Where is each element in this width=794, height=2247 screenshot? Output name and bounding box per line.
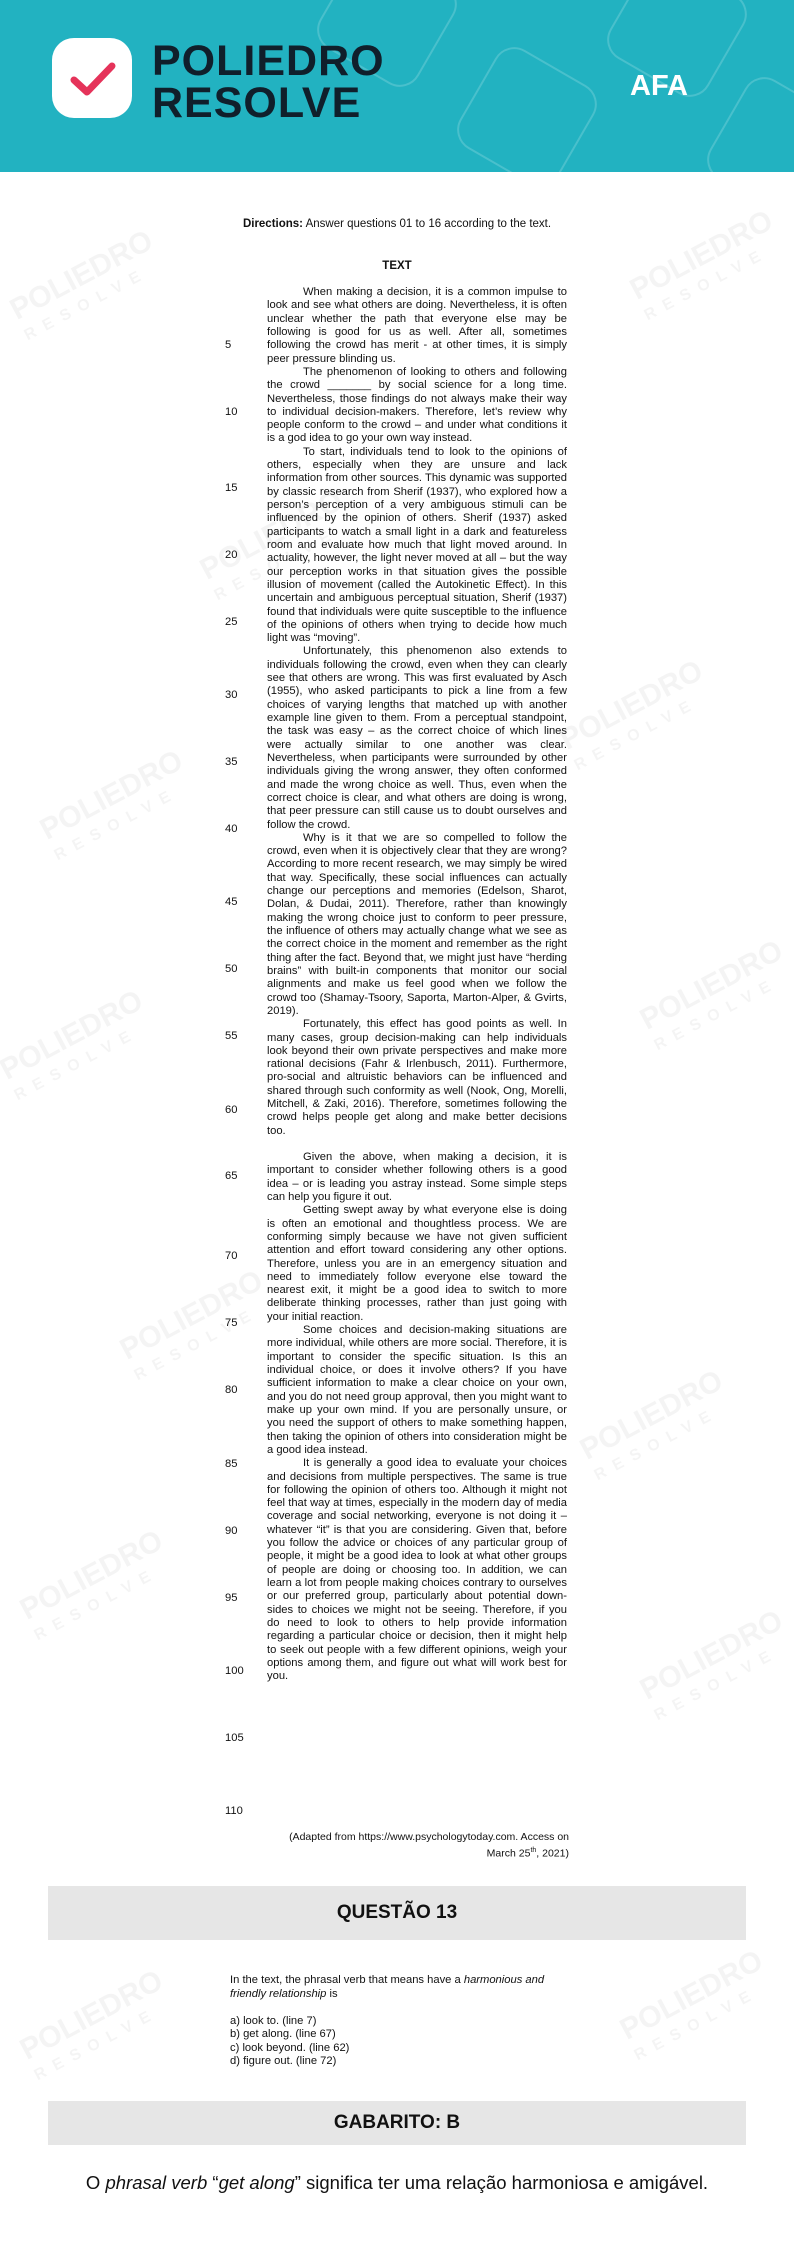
explanation-text: ” significa ter uma relação harmoniosa e amigável. (294, 2172, 709, 2193)
passage-paragraph: Fortunately, this effect has good points as well. In many cases, group decision-making can help individuals look beyond their own private perspectives and make more rational decisions (Fahr & Irlenbusch, 2011). Furthermore, pro-social and altruistic behaviors can be influenced and shared through such conformity as well (Nook, Ong, Morelli, Mitchell, & Zaki, 2016). Therefore, sometimes following the crowd helps people get along and make better decisions too. (267, 1018, 567, 1137)
passage-paragraph: To start, individuals tend to look to the opinions of others, especially when they are unsure and lack information from other sources. This dynamic was supported by classic research from Sherif (1937), who explored how a person’s perception of a very ambiguous stimuli can be influenced by the opinion of others. Sherif (1937) asked participants to watch a small light in a dark and featureless room and evaluate how much that light moved around. In actuality, however, the light never moved at all – but the way our perception works in that situation gives the possible illusion of movement (called the Autokinetic Effect). In this uncertain and ambiguous perceptual situation, Sherif (1937) found that individuals were quite susceptible to the influence of the opinions of others when trying to decide how much light was “moving”. (267, 445, 567, 645)
directions (0, 218, 794, 230)
option-text: get along. (line 67) (243, 2028, 336, 2041)
line-number: 95 (225, 1592, 238, 1604)
watermark-logo (0, 986, 161, 1109)
brand-line-2: RESOLVE (152, 79, 362, 127)
question-title-bar: QUESTÃO 13 (48, 1886, 746, 1940)
line-number: 15 (225, 482, 238, 494)
watermark-logo (636, 936, 794, 1059)
passage-paragraph: Given the above, when making a decision, it is important to consider whether following others is a good idea – or is leading you astray instead. Some simple steps can help you figure it out. (267, 1151, 567, 1203)
watermark-logo (36, 746, 201, 869)
line-number: 85 (225, 1458, 238, 1470)
line-number: 25 (225, 616, 238, 628)
option-letter: a) (230, 2015, 240, 2027)
watermark-logo (6, 226, 171, 349)
watermark-logo (16, 1526, 181, 1649)
option-text: look beyond. (line 62) (242, 2041, 350, 2054)
answer-options (230, 2015, 349, 2069)
line-number: 65 (225, 1170, 238, 1182)
explanation-text: “ (207, 2172, 219, 2193)
option-b (230, 2028, 349, 2041)
passage-paragraph: Unfortunately, this phenomenon also extends to individuals following the crowd, even when they can clearly see that others are wrong. This was first evaluated by Asch (1955), who asked participants to pick a line from a few choices of varying lengths that matched up with another example line given to them. From a perceptual standpoint, the task was easy – as the correct choice of which lines were actually similar to one another was clear. Nevertheless, when participants were surrounded by other individuals giving the wrong answer, they often conformed and made the wrong choice as well. Thus, even when the correct choice is clear, and what others are doing is wrong, that peer pressure can still cause us to doubt ourselves and follow the crowd. (267, 645, 567, 831)
line-number: 50 (225, 963, 238, 975)
explanation-italic: phrasal verb (105, 2172, 208, 2193)
line-number: 80 (225, 1384, 238, 1396)
line-number: 40 (225, 823, 238, 835)
line-number: 55 (225, 1030, 238, 1042)
option-a (230, 2015, 349, 2028)
option-text: figure out. (line 72) (243, 2055, 337, 2068)
watermark-logo (16, 1966, 181, 2089)
option-text: look to. (line 7) (243, 2015, 317, 2027)
option-d (230, 2055, 349, 2068)
line-number: 100 (225, 1665, 244, 1677)
header-banner (0, 0, 794, 172)
text-title: TEXT (382, 260, 412, 272)
source-year: , 2021) (536, 1847, 569, 1860)
source-line-2 (267, 1844, 569, 1861)
option-letter: d) (230, 2055, 240, 2068)
passage-paragraph: When making a decision, it is a common impulse to look and see what others are doing. Nevertheless, it is often unclear whether the path that everyone else may be following is good for us as well. After all, sometimes following the crowd has merit - at other times, it is simply peer pressure blinding us. (267, 286, 567, 365)
checkmark-hexagon-icon (52, 38, 132, 118)
line-number: 90 (225, 1525, 238, 1537)
line-number: 70 (225, 1250, 238, 1262)
line-number: 60 (225, 1104, 238, 1116)
line-number: 75 (225, 1317, 238, 1329)
question-prompt (230, 1973, 570, 2001)
option-c (230, 2042, 349, 2055)
reading-passage (267, 286, 567, 1684)
explanation-italic: get along (218, 2172, 295, 2193)
line-number: 105 (225, 1732, 244, 1744)
prompt-text: In the text, the phrasal verb that means have a (230, 1974, 464, 1986)
line-number: 20 (225, 549, 238, 561)
directions-label: Directions: (242, 218, 304, 230)
decorative-hexagon (699, 69, 794, 172)
line-number: 45 (225, 896, 238, 908)
source-date-suffix: th (530, 1847, 537, 1854)
line-number: 5 (225, 339, 232, 351)
option-letter: c) (230, 2041, 240, 2054)
option-letter: b) (230, 2028, 240, 2041)
watermark-logo (636, 1606, 794, 1729)
explanation-text: O (85, 2172, 106, 2193)
brand-line-1: POLIEDRO (152, 37, 385, 85)
line-number: 10 (225, 406, 238, 418)
passage-paragraph: Getting swept away by what everyone else is doing is often an emotional and thoughtless process. We are conforming simply because we have not given sufficient attention and effort toward considering any other options. Therefore, unless you are in an emergency situation and need to immediately follow everyone else toward the nearest exit, it might be a good idea to switch to more deliberate thinking processes, rather than just going with your initial reaction. (267, 1204, 567, 1323)
source-citation (267, 1831, 569, 1861)
brand-logo-text (152, 37, 385, 127)
passage-paragraph: The phenomenon of looking to others and following the crowd _______ by social science for a long time. Nevertheless, those findings do not always make their way to individual decision-makers. Therefore, let’s review why people conform to the crowd – and under what conditions it is a god idea to go your own way instead. (267, 365, 567, 445)
line-number: 30 (225, 689, 238, 701)
prompt-italic-text: harmonious and friendly relationship (230, 1974, 545, 2000)
source-line-1: (Adapted from https://www.psychologytoday.com. Access on (289, 1831, 569, 1843)
directions-text: Answer questions 01 to 16 according to the text. (303, 218, 552, 230)
source-date: March 25 (486, 1847, 531, 1860)
line-number: 110 (225, 1805, 243, 1817)
answer-explanation (0, 2172, 794, 2194)
passage-paragraph: It is generally a good idea to evaluate your choices and decisions from multiple perspectives. The same is true for following the opinion of others too. Although it might not feel that way at times, especially in the modern day of media coverage and social networking, everyone is not doing it – whatever “it” is that you are considering. Given that, before you follow the advice or choices of any particular group of people, it might be a good idea to look at what other groups of people are doing or choosing too. In addition, we can learn a lot from people making choices contrary to ourselves or our preferred group, particularly about potential down-sides to choices we might not be seeing. Therefore, if you do need to look to others to help provide information regarding a particular choice or decision, then it might help to seek out people with a few different opinions, weigh your options among them, and figure out what will work best for you. (267, 1457, 567, 1683)
line-number: 35 (225, 756, 238, 768)
prompt-text-end: is (326, 1988, 338, 2000)
decorative-hexagon (449, 39, 605, 172)
watermark-logo (116, 1266, 281, 1389)
watermark-logo (576, 1366, 741, 1489)
watermark-logo (616, 1946, 781, 2069)
exam-label: AFA (630, 70, 688, 102)
watermark-logo (556, 656, 721, 779)
answer-key-bar: GABARITO: B (48, 2101, 746, 2145)
passage-paragraph: Some choices and decision-making situations are more individual, while others are more social. Therefore, it is important to consider the specific situation. Is this an individual choice, or does it involve others? If you have sufficient information to make a clear choice on your own, and you do not need group approval, then you might want to make up your own mind. If you are personally unsure, or you need the support of others to make something happen, then taking the opinion of others into consideration might be a good idea instead. (267, 1324, 567, 1456)
passage-paragraph: Why is it that we are so compelled to follow the crowd, even when it is objectively clear that they are wrong? According to more recent research, we may simply be wired that way. Specifically, these social influences can actually change our perceptions and memories (Edelson, Sharot, Dolan, & Dudai, 2011). Therefore, rather than knowingly making the wrong choice just to conform to peer pressure, the influence of others may actually change what we see as the correct choice in the moment and remember as the right thing after the fact. Beyond that, we might just have “herding brains” with built-in components that monitor our social alignments and make us feel good when we follow the crowd too (Shamay-Tsoory, Saporta, Marton-Alper, & Gvirts, 2019). (267, 831, 567, 1017)
